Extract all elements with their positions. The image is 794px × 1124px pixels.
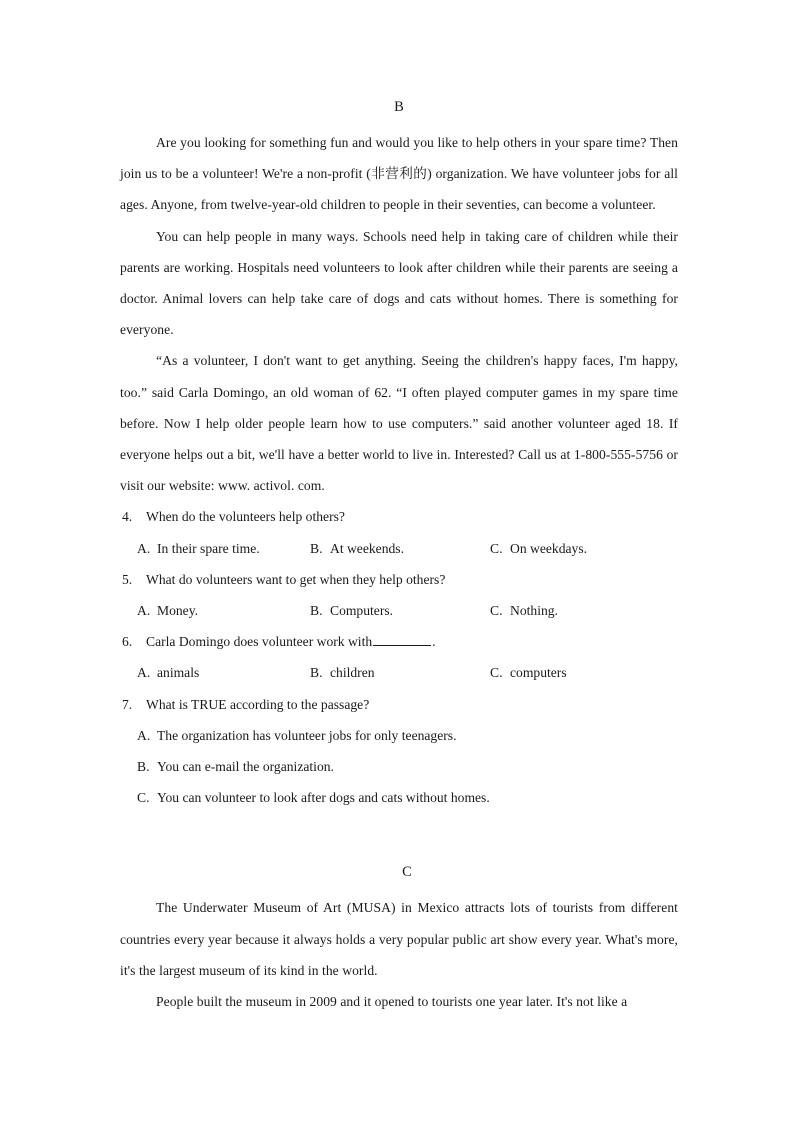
question-4-option-c[interactable] (490, 533, 587, 564)
question-6-option-c-letter: C. (490, 665, 503, 681)
question-6-answer-blank[interactable] (373, 633, 431, 646)
question-6-option-a-letter: A. (137, 665, 151, 681)
section-letter-b: B (394, 99, 404, 115)
question-7-option-c-letter: C. (137, 790, 150, 806)
passage-b-paragraph-1: Are you looking for something fun and would you like to help others in your spare time? Then join us to be a volunteer! We're a non-profit (非营利的) organization. We have volunteer jobs for all ages. Anyone, from twelve-year-old children to people in their seventies, can become a volunteer. (120, 135, 678, 213)
document-content (120, 96, 678, 1017)
question-5-option-b[interactable] (310, 595, 393, 626)
passage-c-paragraph-1: The Underwater Museum of Art (MUSA) in Mexico attracts lots of tourists from different countries every year because it always holds a very popular public art show every year. What's more, it's the largest museum of its kind in the world. (120, 900, 678, 978)
section-c (120, 861, 678, 1017)
question-4-option-a-letter: A. (137, 540, 151, 556)
question-6-option-b[interactable] (310, 657, 375, 688)
question-4-prompt: When do the volunteers help others? (146, 509, 345, 525)
question-6 (120, 626, 678, 688)
question-7-option-a[interactable] (120, 720, 678, 751)
question-5-option-a-letter: A. (137, 603, 151, 619)
section-gap (120, 813, 678, 861)
question-4 (120, 501, 678, 563)
question-4-options (120, 533, 678, 564)
question-5-option-a-text: Money. (157, 603, 199, 619)
question-5-number: 5. (122, 571, 133, 587)
question-4-text (120, 501, 678, 532)
passage-b-paragraph-3: “As a volunteer, I don't want to get anything. Seeing the children's happy faces, I'm happy, too.” said Carla Domingo, an old woman of 62. “I often played computer games in my spare time before. Now I help older people learn how to use computers.” said another volunteer aged 18. If everyone helps out a bit, we'll have a better world to live in. Interested? Call us at 1-800-555-5756 or visit our website: www. activol. com. (120, 353, 678, 494)
section-b (120, 96, 678, 813)
question-5-text (120, 564, 678, 595)
question-5 (120, 564, 678, 626)
question-5-option-a[interactable] (137, 595, 198, 626)
question-5-options (120, 595, 678, 626)
question-6-option-a-text: animals (157, 665, 200, 681)
question-7-option-a-text: The organization has volunteer jobs for only teenagers. (157, 727, 457, 743)
question-4-number: 4. (122, 509, 133, 525)
question-6-option-b-letter: B. (310, 665, 323, 681)
question-7-option-a-letter: A. (137, 727, 151, 743)
question-6-option-a[interactable] (137, 657, 199, 688)
question-5-option-b-letter: B. (310, 603, 323, 619)
question-4-option-b-letter: B. (310, 540, 323, 556)
question-5-prompt: What do volunteers want to get when they help others? (146, 571, 446, 587)
question-7 (120, 689, 678, 814)
question-4-option-a[interactable] (137, 533, 260, 564)
question-5-option-c[interactable] (490, 595, 558, 626)
question-7-number: 7. (122, 696, 133, 712)
question-4-option-b[interactable] (310, 533, 404, 564)
question-7-option-b-text: You can e-mail the organization. (157, 759, 334, 775)
question-6-option-c[interactable] (490, 657, 567, 688)
question-7-option-b-letter: B. (137, 759, 150, 775)
passage-b-paragraph-2: You can help people in many ways. Schools need help in taking care of children while their parents are working. Hospitals need volunteers to look after children while their parents are seeing a doctor. Animal lovers can help take care of dogs and cats without homes. There is something for everyone. (120, 228, 678, 338)
question-4-option-c-text: On weekdays. (510, 540, 588, 556)
section-letter-c: C (402, 864, 412, 881)
question-5-option-c-letter: C. (490, 603, 503, 619)
question-6-text (120, 626, 678, 657)
question-7-option-c[interactable] (120, 782, 678, 813)
question-4-option-a-text: In their spare time. (157, 540, 260, 556)
question-6-prompt-end: . (432, 634, 436, 650)
passage-c-paragraph-2: People built the museum in 2009 and it opened to tourists one year later. It's not like a (156, 994, 628, 1010)
question-5-option-c-text: Nothing. (510, 603, 558, 619)
question-7-text (120, 689, 678, 720)
question-7-prompt: What is TRUE according to the passage? (146, 696, 370, 712)
question-6-option-c-text: computers (510, 665, 567, 681)
question-5-option-b-text: Computers. (330, 603, 394, 619)
question-7-option-c-text: You can volunteer to look after dogs and cats without homes. (157, 790, 490, 806)
question-4-option-b-text: At weekends. (330, 540, 404, 556)
question-6-option-b-text: children (330, 665, 375, 681)
question-6-number: 6. (122, 634, 133, 650)
question-4-option-c-letter: C. (490, 540, 503, 556)
question-6-options (120, 657, 678, 688)
question-6-prompt: Carla Domingo does volunteer work with (146, 634, 373, 650)
question-7-option-b[interactable] (120, 751, 678, 782)
